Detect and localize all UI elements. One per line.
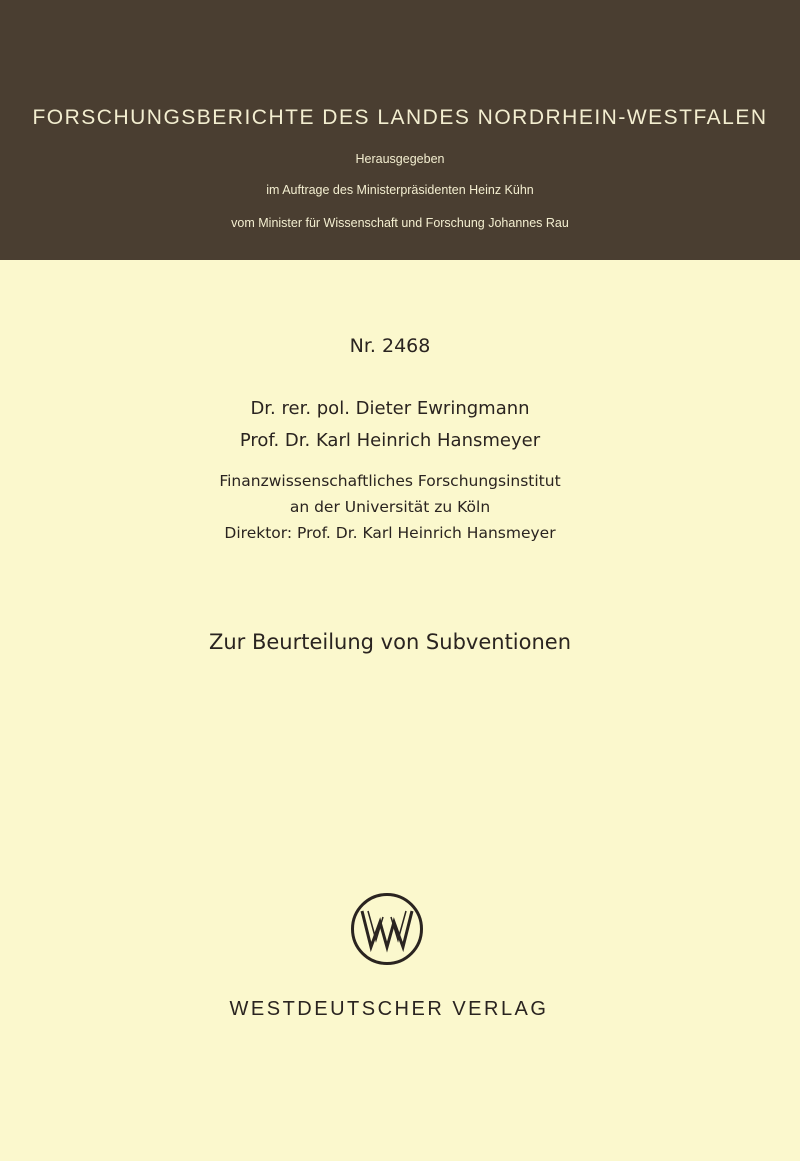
publisher-name: WESTDEUTSCHER VERLAG (229, 998, 549, 1020)
institute-name: Finanzwissenschaftliches Forschungsinstitut (219, 472, 561, 490)
author-name: Dr. rer. pol. Dieter Ewringmann (250, 398, 530, 419)
author-name: Prof. Dr. Karl Heinrich Hansmeyer (239, 430, 541, 451)
institute-director: Direktor: Prof. Dr. Karl Heinrich Hansmeyer (224, 524, 556, 542)
header-band (0, 0, 800, 260)
header-commission-line: im Auftrage des Ministerpräsidenten Heinz Kühn (266, 183, 534, 197)
book-title: Zur Beurteilung von Subventionen (208, 630, 572, 654)
header-minister-line: vom Minister für Wissenschaft und Forschung Johannes Rau (231, 216, 569, 230)
report-number: Nr. 2468 (349, 335, 431, 357)
header-editor-line: Herausgegeben (355, 152, 445, 166)
wv-publisher-logo-icon (350, 892, 424, 966)
institute-affiliation: an der Universität zu Köln (289, 498, 491, 516)
series-title: FORSCHUNGSBERICHTE DES LANDES NORDRHEIN-WESTFALEN (32, 106, 768, 129)
